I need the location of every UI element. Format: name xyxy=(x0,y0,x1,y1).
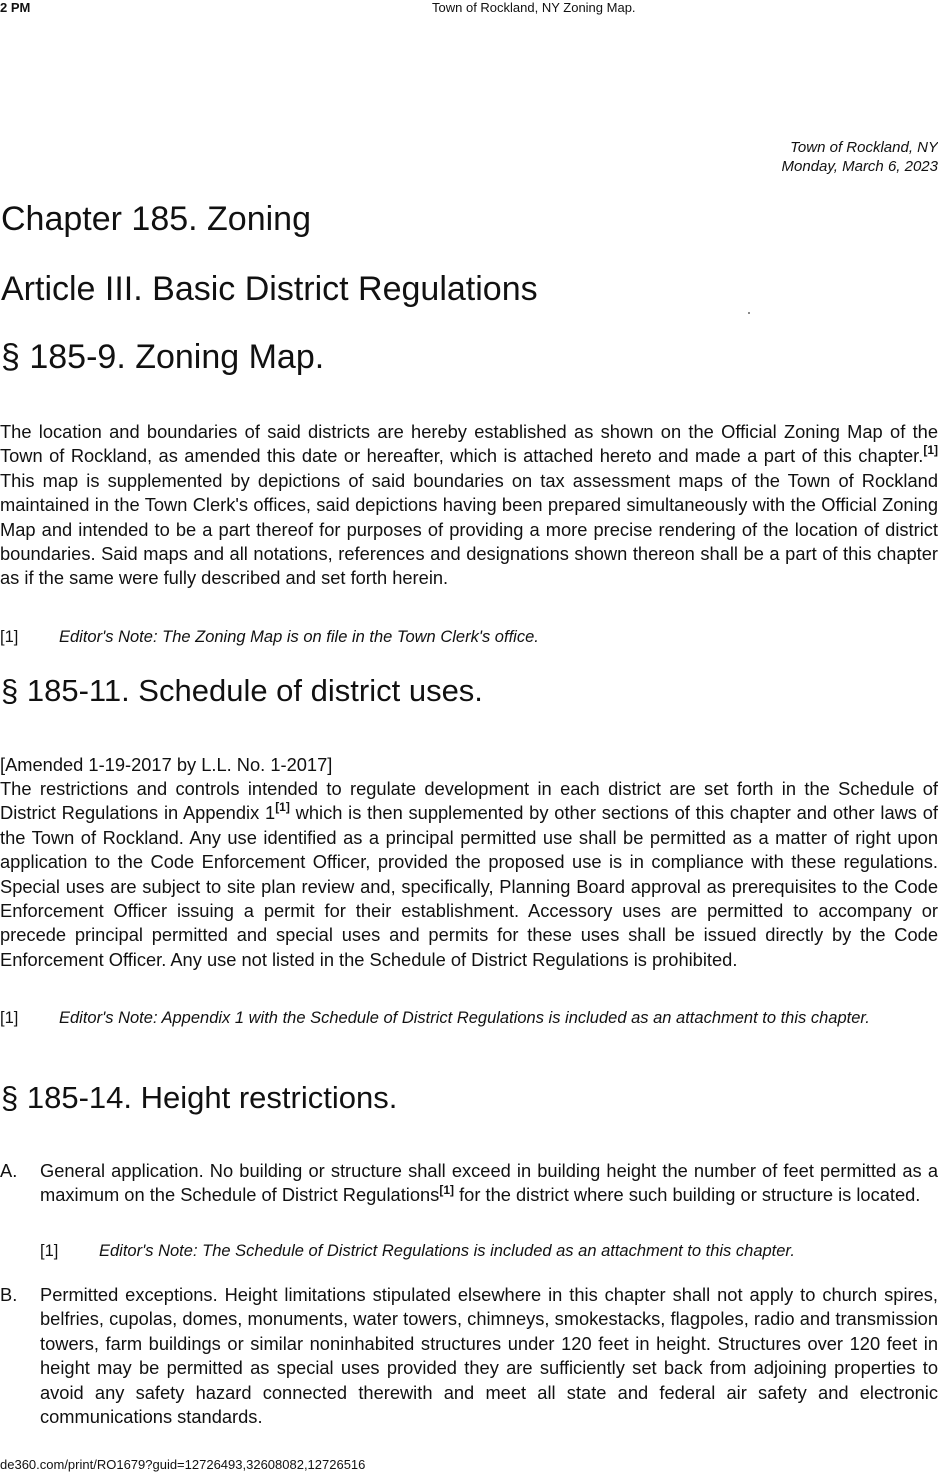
footnote-text: Editor's Note: The Zoning Map is on file in the Town Clerk's office. xyxy=(59,628,539,646)
section-title-185-11: § 185-11. Schedule of district uses. xyxy=(1,673,483,708)
footnote-number: [1] xyxy=(0,628,19,646)
print-footer-url: de360.com/print/RO1679?guid=12726493,32608082,12726516 xyxy=(0,1457,366,1472)
stamp-date: Monday, March 6, 2023 xyxy=(781,158,938,175)
section-185-9-paragraph: The location and boundaries of said districts are hereby established as shown on the Official Zoning Map of the Town of Rockland, as amended this date or hereafter, which is attached hereto and made a part of this chapter.[1] This map is supplemented by depictions of said boundaries on tax assessment maps of the Town of Rockland maintained in the Town Clerk's offices, said depictions having been prepared simultaneously with the Official Zoning Map and intended to be a part thereof for purposes of providing a more precise rendering of the location of district boundaries. Said maps and all notations, references and designations shown thereon shall be a part of this chapter as if the same were fully described and set forth herein. xyxy=(0,421,938,589)
section-185-9-footnote xyxy=(0,627,938,648)
scan-speck xyxy=(748,312,750,314)
footnote-ref[interactable]: [1] xyxy=(275,800,290,815)
section-185-11-paragraph: The restrictions and controls intended to regulate development in each district are set forth in the Schedule of District Regulations in Appendix 1[1] which is then supplemented by other sections of this chapter and other laws of the Town of Rockland. Any use identified as a principal permitted use shall be permitted as a matter of right upon application to the Code Enforcement Officer, provided the proposed use is in compliance with these regulations. Special uses are subject to site plan review and, specifically, Planning Board approval as prerequisites to the Code Enforcement Officer issuing a permit for their establishment. Accessory uses are permitted to accompany or precede principal permitted and special uses and permits for these uses shall be issued directly by the Code Enforcement Officer. Any use not listed in the Schedule of District Regulations is prohibited. xyxy=(0,778,938,970)
footnote-ref[interactable]: [1] xyxy=(923,443,938,458)
print-header xyxy=(0,0,938,16)
list-item-letter: A. xyxy=(0,1160,18,1181)
list-item-a-footnote xyxy=(40,1241,938,1262)
print-time: 2 PM xyxy=(0,0,31,15)
list-item-letter: B. xyxy=(0,1284,18,1305)
list-item-text: Permitted exceptions. Height limitations stipulated elsewhere in this chapter shall not apply to church spires, belfries, cupolas, domes, monuments, water towers, chimneys, smokestacks, flagpoles, radio and transmission towers, farm buildings or similar noninhabited structures under 120 feet in height. Structures over 120 feet in height may be permitted as special uses provided they are sufficiently set back from adjoining properties to avoid any safety hazard connected therewith and meet all state and federal air safety and electronic communications standards. xyxy=(40,1284,938,1428)
list-item-b xyxy=(0,1283,938,1429)
article-title: Article III. Basic District Regulations xyxy=(1,270,538,308)
chapter-title: Chapter 185. Zoning xyxy=(1,200,311,238)
footnote-ref[interactable]: [1] xyxy=(439,1183,454,1198)
footnote-number: [1] xyxy=(0,1009,19,1027)
section-185-11-amended: [Amended 1-19-2017 by L.L. No. 1-2017] xyxy=(0,754,333,775)
footnote-text: Editor's Note: Appendix 1 with the Schedule of District Regulations is included as an attachment to this chapter. xyxy=(59,1009,870,1027)
list-item-a xyxy=(0,1159,938,1208)
footnote-number: [1] xyxy=(40,1242,59,1260)
list-item-text: General application. No building or structure shall exceed in building height the number of feet permitted as a maximum on the Schedule of District Regulations[1] for the district where such building or structure is located. xyxy=(40,1160,938,1206)
footnote-text: Editor's Note: The Schedule of District Regulations is included as an attachment to this chapter. xyxy=(99,1242,795,1260)
section-title-185-14: § 185-14. Height restrictions. xyxy=(1,1080,398,1115)
print-page-title: Town of Rockland, NY Zoning Map. xyxy=(432,0,636,15)
document-stamp xyxy=(782,138,938,176)
section-185-11-footnote xyxy=(0,1008,938,1029)
section-title-185-9: § 185-9. Zoning Map. xyxy=(1,338,325,376)
stamp-town: Town of Rockland, NY xyxy=(790,139,938,156)
